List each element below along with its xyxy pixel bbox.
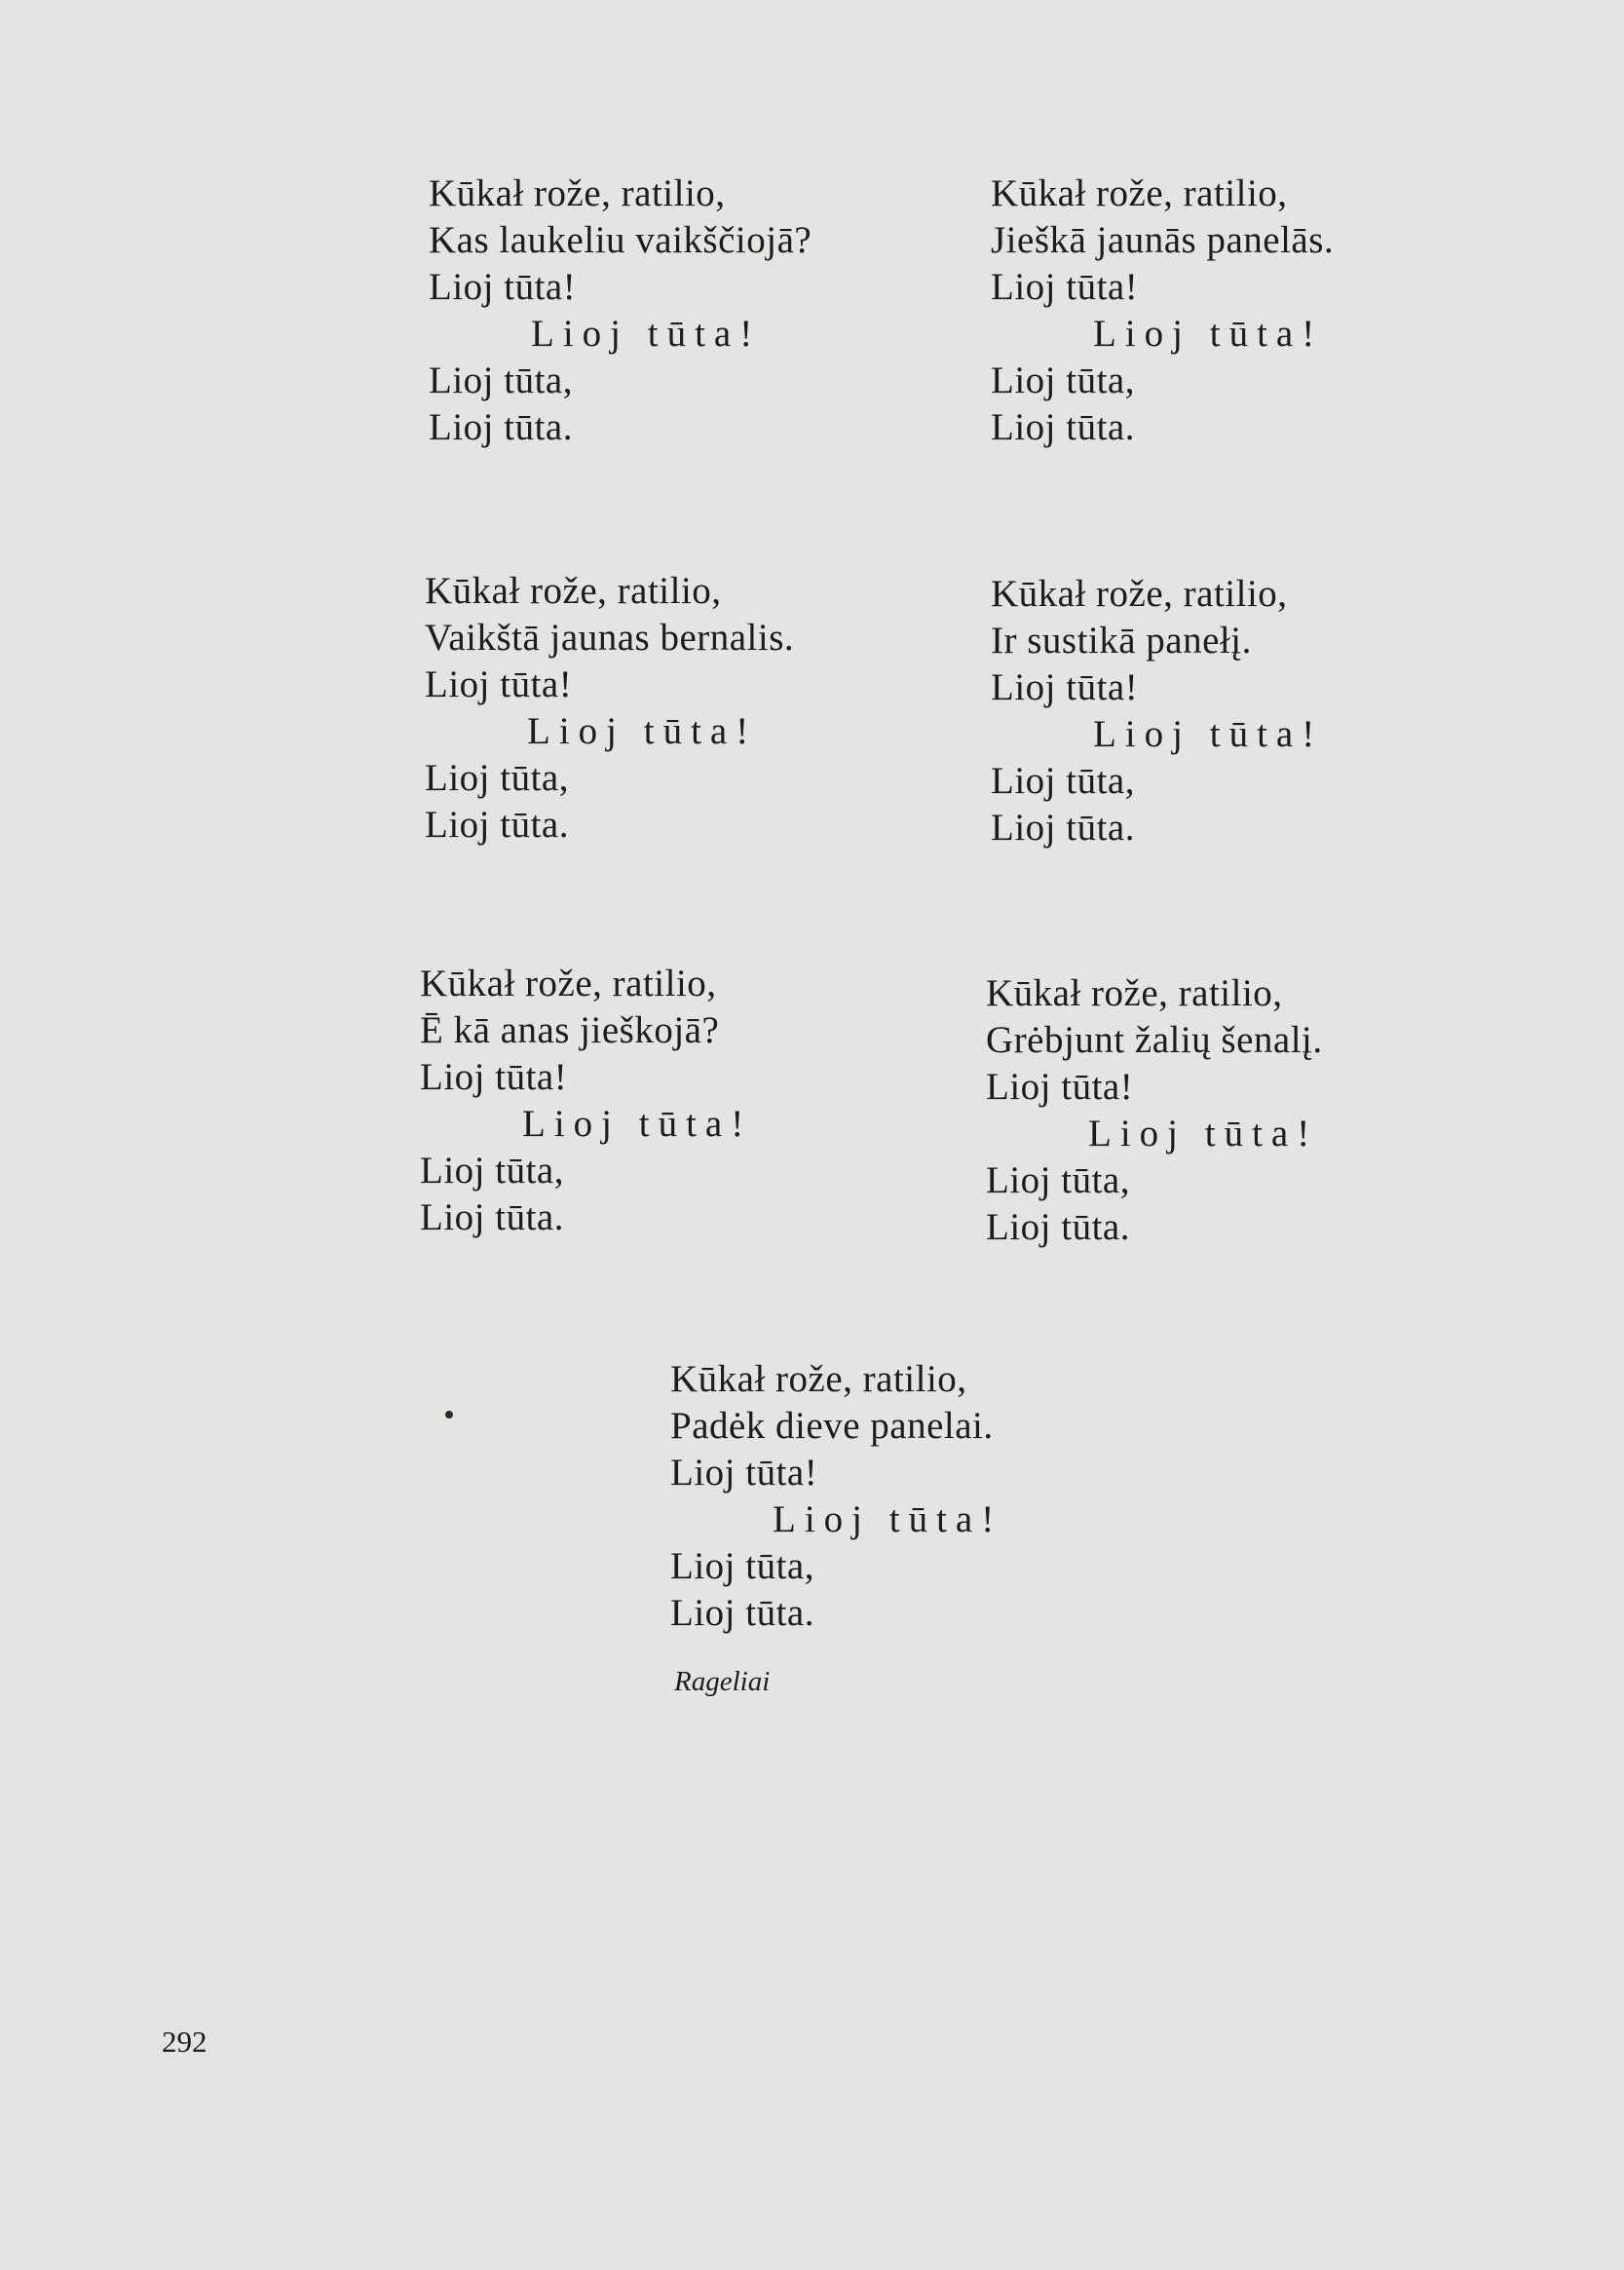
stanza-line: Lioj tūta, [670,1545,814,1587]
stanza-1 [429,170,812,451]
stanza-refrain-spaced: Lioj tūta! [531,313,762,355]
stanza-line: Kūkał rože, ratilio, [991,172,1288,214]
stanza-2 [991,170,1334,451]
stanza-line: Padėk dieve panelai. [670,1405,994,1447]
stanza-line: Lioj tūta, [991,359,1135,401]
stanza-line: Lioj tūta! [670,1452,818,1494]
stanza-line: Lioj tūta. [991,406,1135,448]
stanza-line: Kūkał rože, ratilio, [670,1358,967,1400]
stanza-line: Ir sustikā panełį. [991,620,1252,662]
stanza-line: Lioj tūta, [429,359,573,401]
stanza-line: Lioj tūta! [425,663,573,705]
stanza-refrain-spaced: Lioj tūta! [1093,313,1324,355]
stanza-4 [991,571,1323,851]
stanza-line: Lioj tūta! [420,1056,568,1098]
stanza-refrain-spaced: Lioj tūta! [527,710,758,752]
stanza-line: Lioj tūta! [991,666,1139,708]
stanza-line: Lioj tūta! [986,1066,1134,1108]
stanza-line: Kūkał rože, ratilio, [991,573,1288,615]
stanza-7 [670,1356,1002,1637]
stanza-line: Lioj tūta. [420,1196,564,1238]
stanza-line: Vaikštā jaunas bernalis. [425,617,795,659]
stanza-line: Lioj tūta. [986,1206,1130,1248]
stanza-refrain-spaced: Lioj tūta! [773,1498,1003,1540]
stanza-line: Kūkał rože, ratilio, [986,972,1283,1014]
stanza-refrain-spaced: Lioj tūta! [1088,1113,1319,1154]
stanza-line: Lioj tūta. [670,1592,814,1634]
stanza-line: Lioj tūta! [429,266,577,308]
stanza-line: Lioj tūta, [991,760,1135,802]
stanza-line: Lioj tūta, [986,1159,1130,1201]
stanza-5 [420,961,752,1241]
stanza-line: Lioj tūta. [425,804,569,846]
stanza-line: Ē kā anas jieškojā? [420,1009,720,1051]
ink-dot [445,1411,453,1419]
stanza-line: Lioj tūta. [991,807,1135,849]
stanza-line: Lioj tūta. [429,406,573,448]
stanza-6 [986,970,1323,1251]
stanza-refrain-spaced: Lioj tūta! [522,1103,753,1145]
stanza-line: Lioj tūta! [991,266,1139,308]
stanza-line: Lioj tūta, [425,757,569,799]
stanza-line: Kūkał rože, ratilio, [429,172,726,214]
stanza-refrain-spaced: Lioj tūta! [1093,713,1324,755]
stanza-3 [425,568,794,849]
place-attribution: Rageliai [674,1666,771,1697]
stanza-line: Kūkał rože, ratilio, [425,570,722,612]
stanza-line: Jieškā jaunās panelās. [991,219,1335,261]
stanza-line: Kūkał rože, ratilio, [420,963,717,1004]
stanza-line: Kas laukeliu vaikščiojā? [429,219,812,261]
page-number: 292 [162,2024,208,2059]
stanza-line: Grėbjunt žalių šenalį. [986,1019,1323,1061]
stanza-line: Lioj tūta, [420,1150,564,1192]
